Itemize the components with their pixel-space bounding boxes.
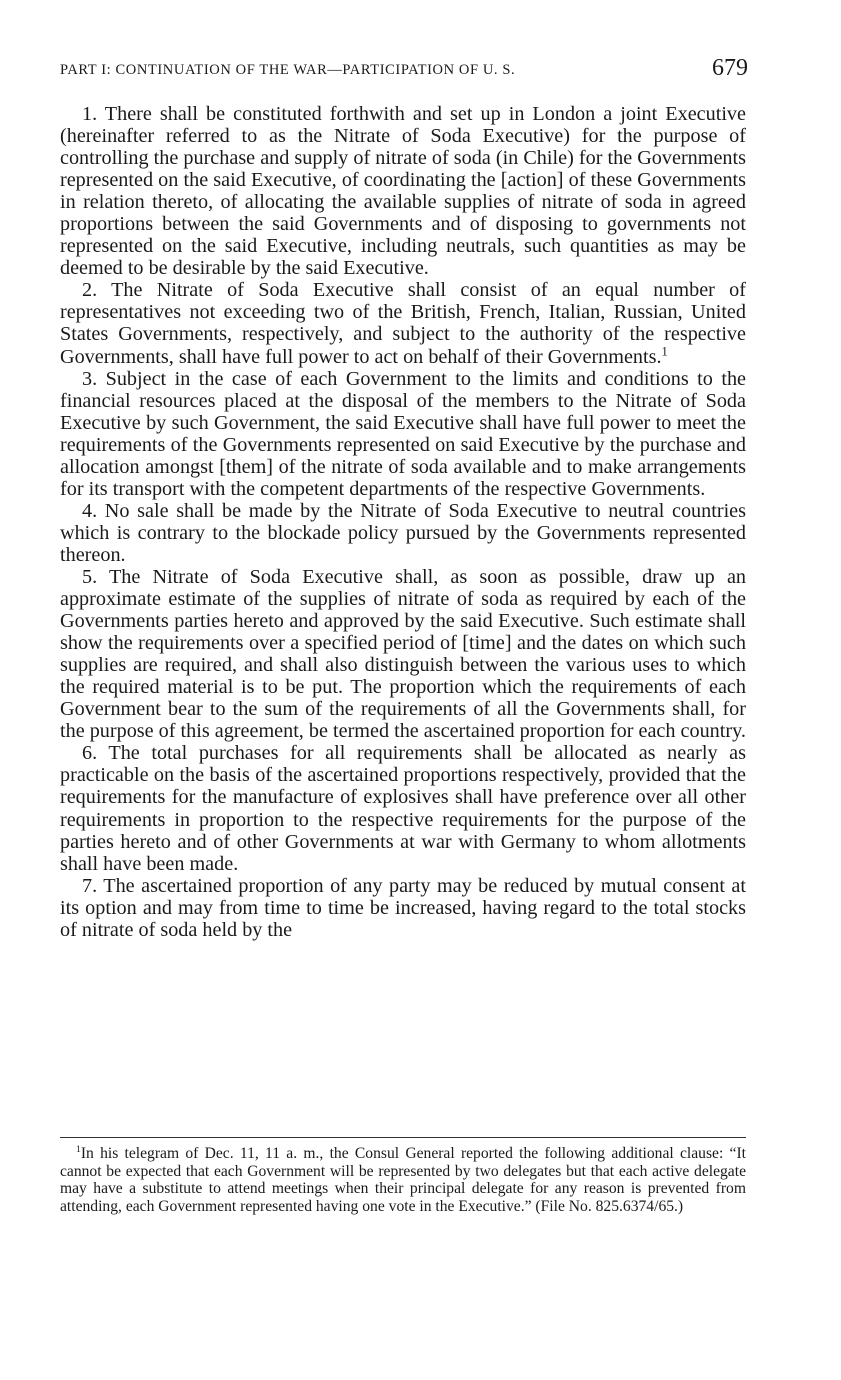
footnote-marker: 1 <box>76 1143 81 1155</box>
paragraph-5: 5. The Nitrate of Soda Executive shall, as soon as possible, draw up an approximate estimate of the supplies of nitrate of soda as required by each of the Governments parties hereto and approved by the said Executive. Such estimate shall show the requirements over a specified period of [time] and the dates on which such supplies are required, and shall also distinguish between the various uses to which the required material is to be put. The proportion which the requirements of each Government bear to the sum of the requirements of all the Governments shall, for the purpose of this agreement, be termed the ascertained proportion for each country. <box>60 565 746 743</box>
footnotes <box>60 1145 746 1215</box>
paragraph-7: 7. The ascertained proportion of any party may be reduced by mutual consent at its option and may from time to time be increased, having regard to the total stocks of nitrate of soda held by the <box>60 874 746 941</box>
paragraph-2-text: 2. The Nitrate of Soda Executive shall consist of an equal number of representatives not exceeding two of the British, French, Italian, Russian, United States Governments, respectively, and subject to the authority of the respective Governments, shall have full power to act on behalf of their Governments. <box>60 279 746 368</box>
footnote-reference: 1 <box>661 343 668 358</box>
header-title: PART I: CONTINUATION OF THE WAR—PARTICIPATION OF U. S. <box>60 62 516 78</box>
paragraph-1: 1. There shall be constituted forthwith and set up in London a joint Executive (hereinafter referred to as the Nitrate of Soda Executive) for the purpose of controlling the purchase and supply of nitrate of soda (in Chile) for the Governments represented on the said Executive, of coordinating the [action] of these Governments in relation thereto, of allocating the available supplies of nitrate of soda in agreed proportions between the said Governments and of disposing to governments not represented on the said Executive, including neutrals, such quantities as may be deemed to be desirable by the said Executive. <box>60 103 746 280</box>
running-header <box>60 56 750 82</box>
paragraph-4: 4. No sale shall be made by the Nitrate of Soda Executive to neutral countries which is contrary to the blockade policy pursued by the Governments represented thereon. <box>60 499 746 566</box>
paragraph-3: 3. Subject in the case of each Government to the limits and conditions to the financial resources placed at the disposal of the members to the Nitrate of Soda Executive by such Government, the said Executive shall have full power to meet the requirements of the Governments represented on said Executive by the purchase and allocation amongst [them] of the nitrate of soda available and to make arrangements for its transport with the competent departments of the respective Governments. <box>60 367 746 500</box>
body-text <box>60 103 746 941</box>
page-number: 679 <box>712 55 748 81</box>
paragraph-6: 6. The total purchases for all requirements shall be allocated as nearly as practicable on the basis of the ascertained proportions respectively, provided that the requirements for the manufacture of explosives shall have preference over all other requirements in proportion to the respective requirements for the purpose of the parties hereto and of other Governments at war with Germany to whom allotments shall have been made. <box>60 742 746 875</box>
footnote-text: In his telegram of Dec. 11, 11 a. m., the Consul General reported the following additional clause: “It cannot be expected that each Government will be represented by two delegates but that each active delegate may have a substitute to attend meetings when their principal delegate for any reason is prevented from attending, each Government represented having one vote in the Executive.” (File No. 825.6374/65.) <box>60 1145 746 1215</box>
footnote-divider <box>60 1137 746 1138</box>
footnote-1 <box>60 1145 746 1215</box>
paragraph-2 <box>60 279 746 367</box>
